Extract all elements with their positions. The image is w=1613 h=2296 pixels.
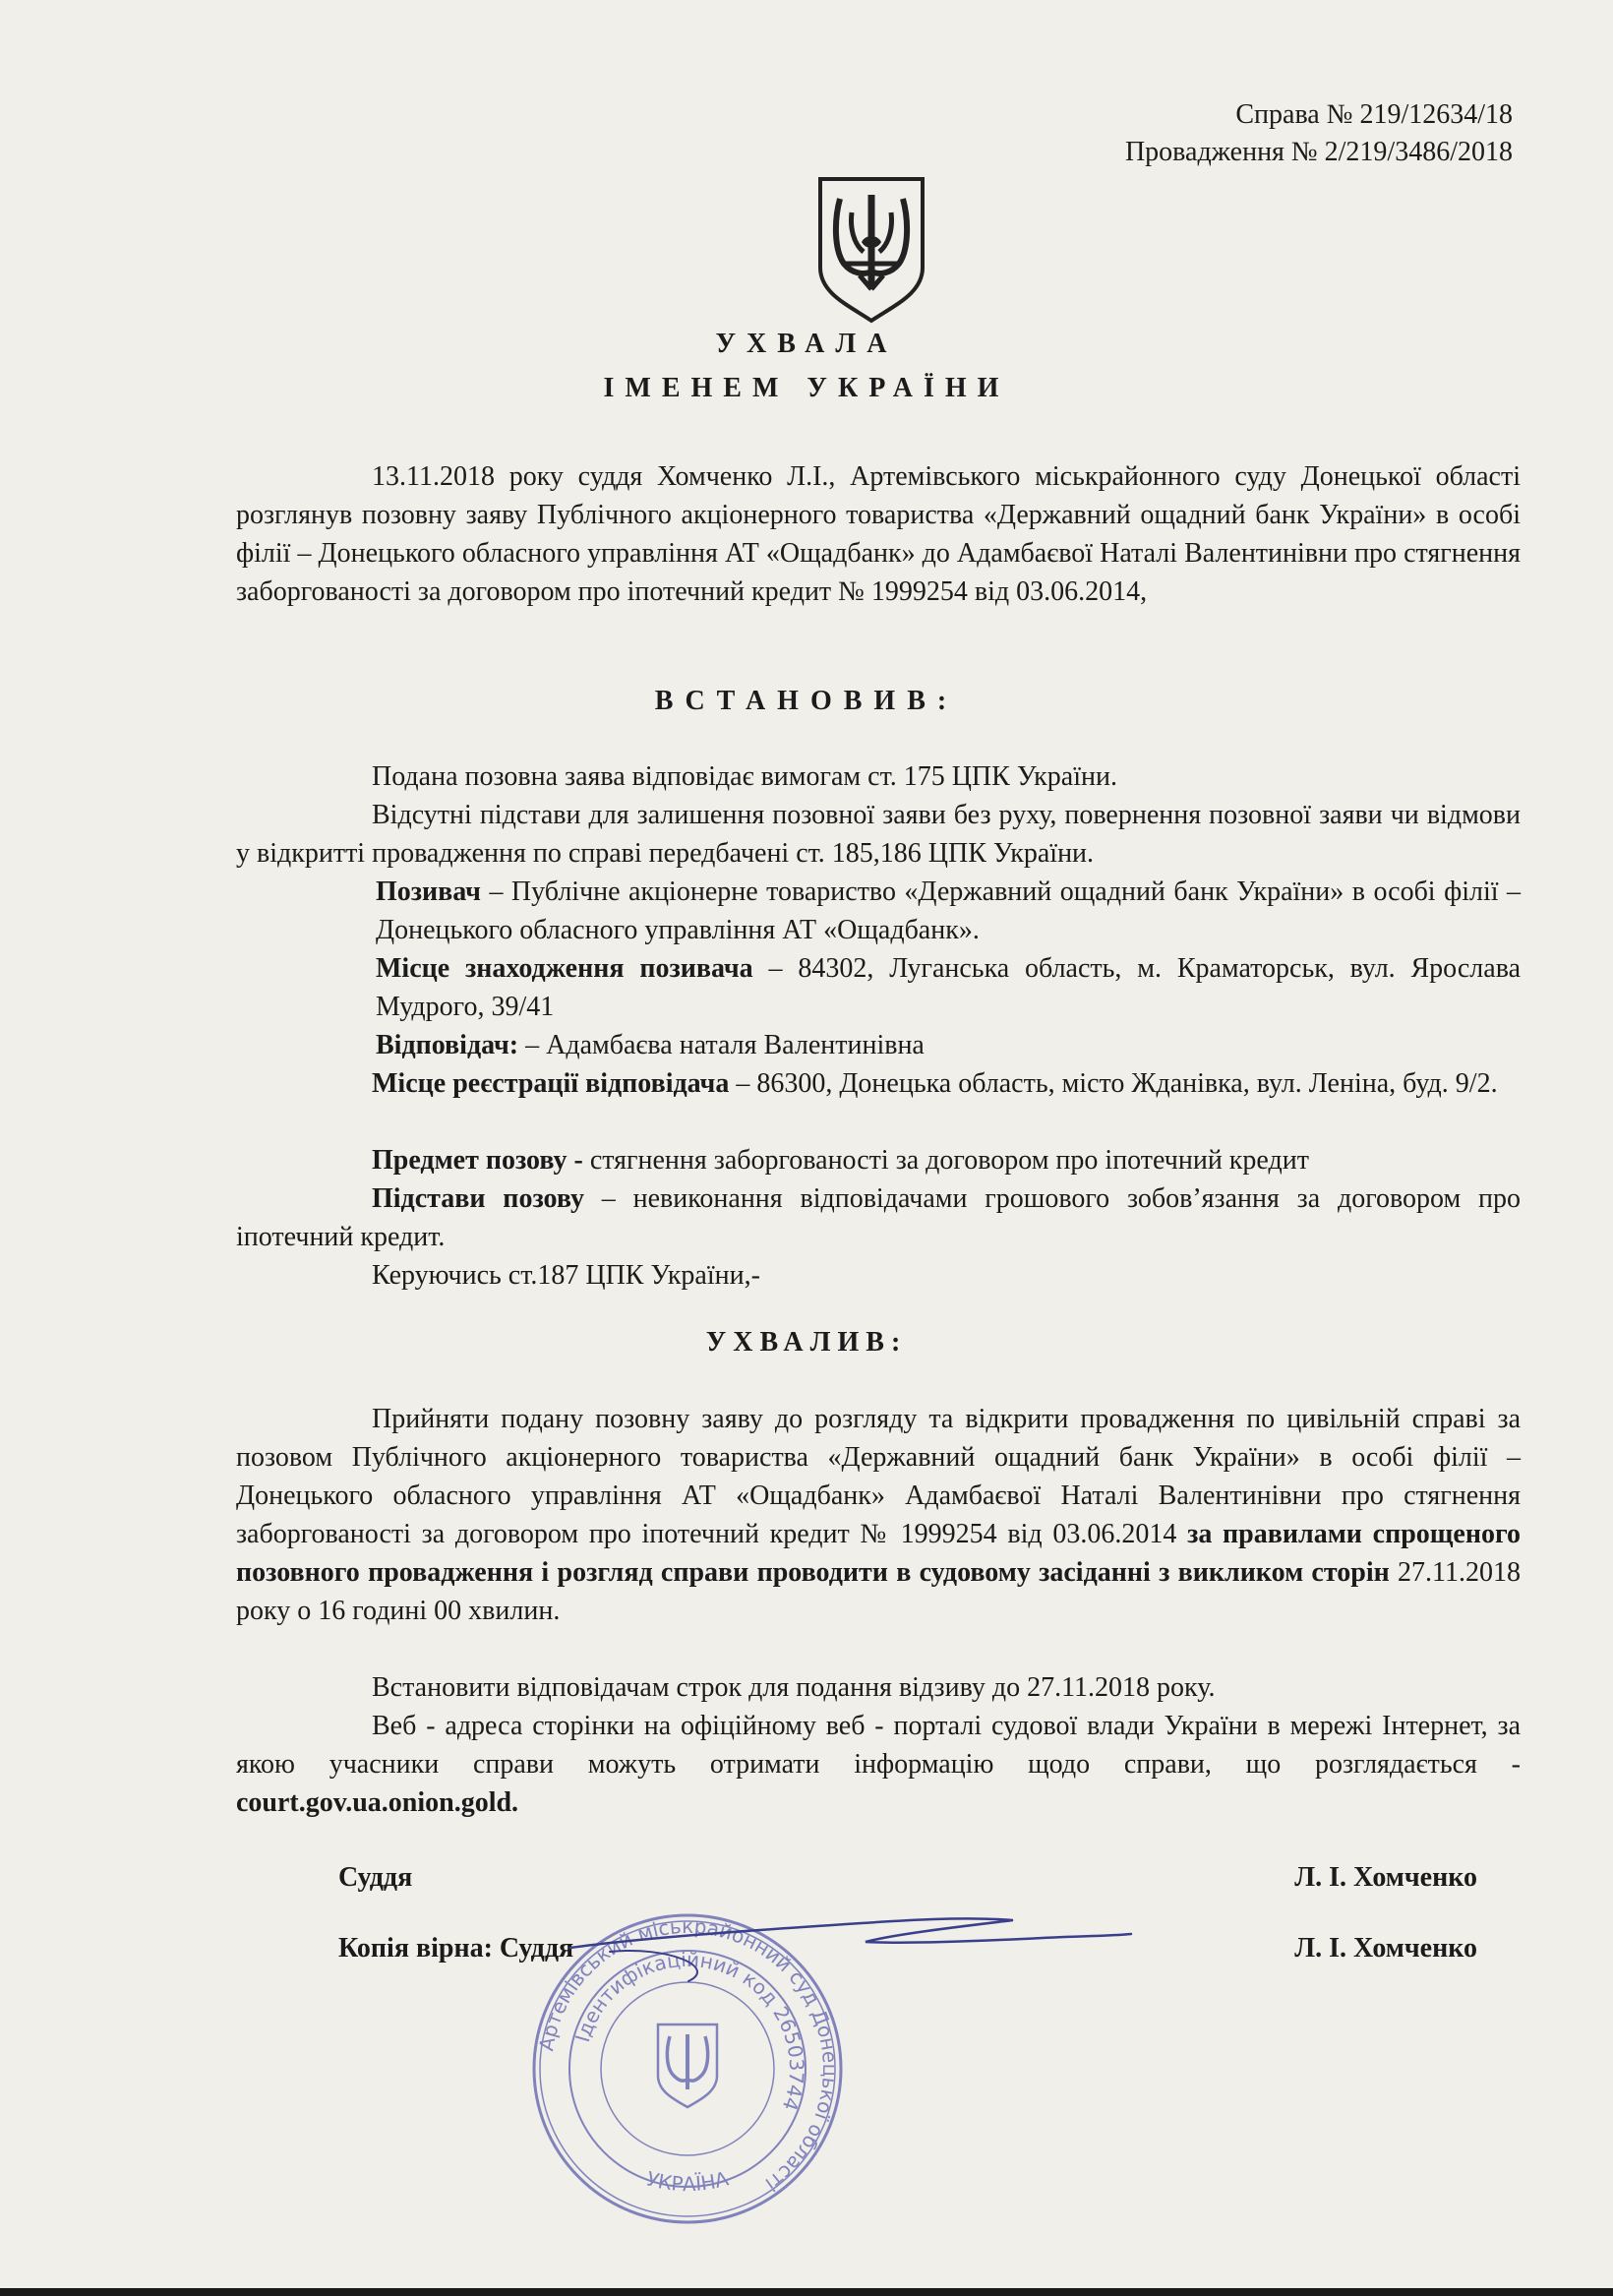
case-number: Справа № 219/12634/18 [1235, 99, 1513, 130]
plaintiff-address-label: Місце знаходження позивача [376, 953, 753, 984]
ruled-p1-bold: за правилами спрощеного позовного провадження і розгляд справи проводити в судовому засіданні з викликом сторін [236, 1519, 1521, 1588]
defendant-paragraph [236, 1026, 1521, 1064]
document-subtitle: ІМЕНЕМ УКРАЇНИ [603, 373, 1010, 403]
svg-text:УКРАЇНА [644, 2166, 731, 2196]
copy-certified-label: Копія вірна: Суддя [338, 1933, 574, 1964]
established-heading: ВСТАНОВИВ: [654, 686, 959, 716]
proceeding-number: Провадження № 2/219/3486/2018 [1124, 137, 1513, 167]
copy-certified-name: Л. І. Хомченко [1294, 1933, 1477, 1964]
subject-label: Предмет позову - [372, 1145, 583, 1176]
plaintiff-address-paragraph [236, 949, 1521, 1026]
established-p2: Відсутні підстави для залишення позовної заяви без руху, повернення позовної заяви чи відмови у відкритті провадження по справі передбачені ст. 185,186 ЦПК України. [236, 800, 1521, 869]
case-numbers [1125, 96, 1513, 171]
judge-label: Суддя [338, 1862, 413, 1893]
seal-bottom-text: УКРАЇНА [643, 2166, 732, 2197]
defendant-address-text: – 86300, Донецька область, місто Жданівка, вул. Леніна, буд. 9/2. [729, 1068, 1498, 1099]
defendant-text: – Адамбаєва наталя Валентинівна [518, 1030, 925, 1060]
seal-trident-icon [658, 2024, 717, 2107]
ruled-p1-text: Прийняти подану позовну заяву до розгляду та відкрити провадження по цивільній справі за позовом Публічного акціонерного товариства «Державний ощадний банк України» в особі філії – Донецького обласного управління АТ «Ощадбанк» Адамбаєвої Наталі Валентинівни про стягнення заборгованості за договором про іпотечний кредит № 1999254 від 03.06.2014 [236, 1404, 1521, 1549]
ruled-p3-text: Веб - адреса сторінки на офіційному веб - порталі судової влади України в мережі Інтернет, за якою учасники справи можуть отримати інформацію щодо справи, що розглядається - [236, 1711, 1521, 1780]
intro-paragraph: 13.11.2018 року суддя Хомченко Л.І., Артемівського міськрайонного суду Донецької області розглянув позовну заяву Публічного акціонерного товариства «Державний ощадний банк України» в особі філії – Донецького обласного управління АТ «Ощадбанк» до Адамбаєвої Наталі Валентинівни про стягнення заборгованості за договором про іпотечний кредит № 1999254 від 03.06.2014, [236, 461, 1521, 607]
grounds-label: Підстави позову [372, 1183, 584, 1214]
defendant-address-paragraph [236, 1064, 1521, 1103]
established-p1: Подана позовна заява відповідає вимогам ст. 175 ЦПК України. [372, 761, 1117, 792]
subject-text: стягнення заборгованості за договором про іпотечний кредит [582, 1145, 1309, 1176]
ruled-heading: УХВАЛИВ: [705, 1327, 908, 1358]
grounds-text: – невиконання відповідачами грошового зобов’язання за договором про іпотечний кредит. [236, 1183, 1521, 1252]
guided-paragraph: Керуючись ст.187 ЦПК України,- [372, 1260, 760, 1291]
plaintiff-address-text: – 84302, Луганська область, м. Краматорськ, вул. Ярослава Мудрого, 39/41 [376, 953, 1521, 1022]
document-title: УХВАЛА [715, 329, 898, 359]
grounds-paragraph [236, 1179, 1521, 1256]
defendant-label: Відповідач: [376, 1030, 519, 1060]
judge-signature [551, 1908, 1141, 1987]
portal-address: court.gov.ua.onion.gold. [236, 1787, 519, 1818]
subject-paragraph [236, 1141, 1521, 1179]
coat-of-arms-icon [812, 173, 930, 327]
judge-name: Л. І. Хомченко [1294, 1862, 1477, 1893]
defendant-address-label: Місце реєстрації відповідача [372, 1068, 730, 1099]
plaintiff-label: Позивач [376, 876, 481, 907]
seal-inner-text: Ідентифікаційний код 26503744 [569, 1947, 809, 2114]
ruled-p1-tail: 27.11.2018 року о 16 годині 00 хвилин. [236, 1557, 1521, 1626]
plaintiff-paragraph [236, 873, 1521, 949]
scan-bottom-edge [0, 2288, 1613, 2296]
seal-outer-text: Артемівський міськрайонний суд Донецької області [534, 1913, 843, 2197]
plaintiff-text: – Публічне акціонерне товариство «Державний ощадний банк України» в особі філії – Донецького обласного управління АТ «Ощадбанк». [376, 876, 1521, 945]
ruled-p1 [236, 1400, 1521, 1630]
ruled-p3 [236, 1707, 1521, 1822]
ruled-p2: Встановити відповідачам строк для подання відзиву до 27.11.2018 року. [372, 1672, 1216, 1703]
